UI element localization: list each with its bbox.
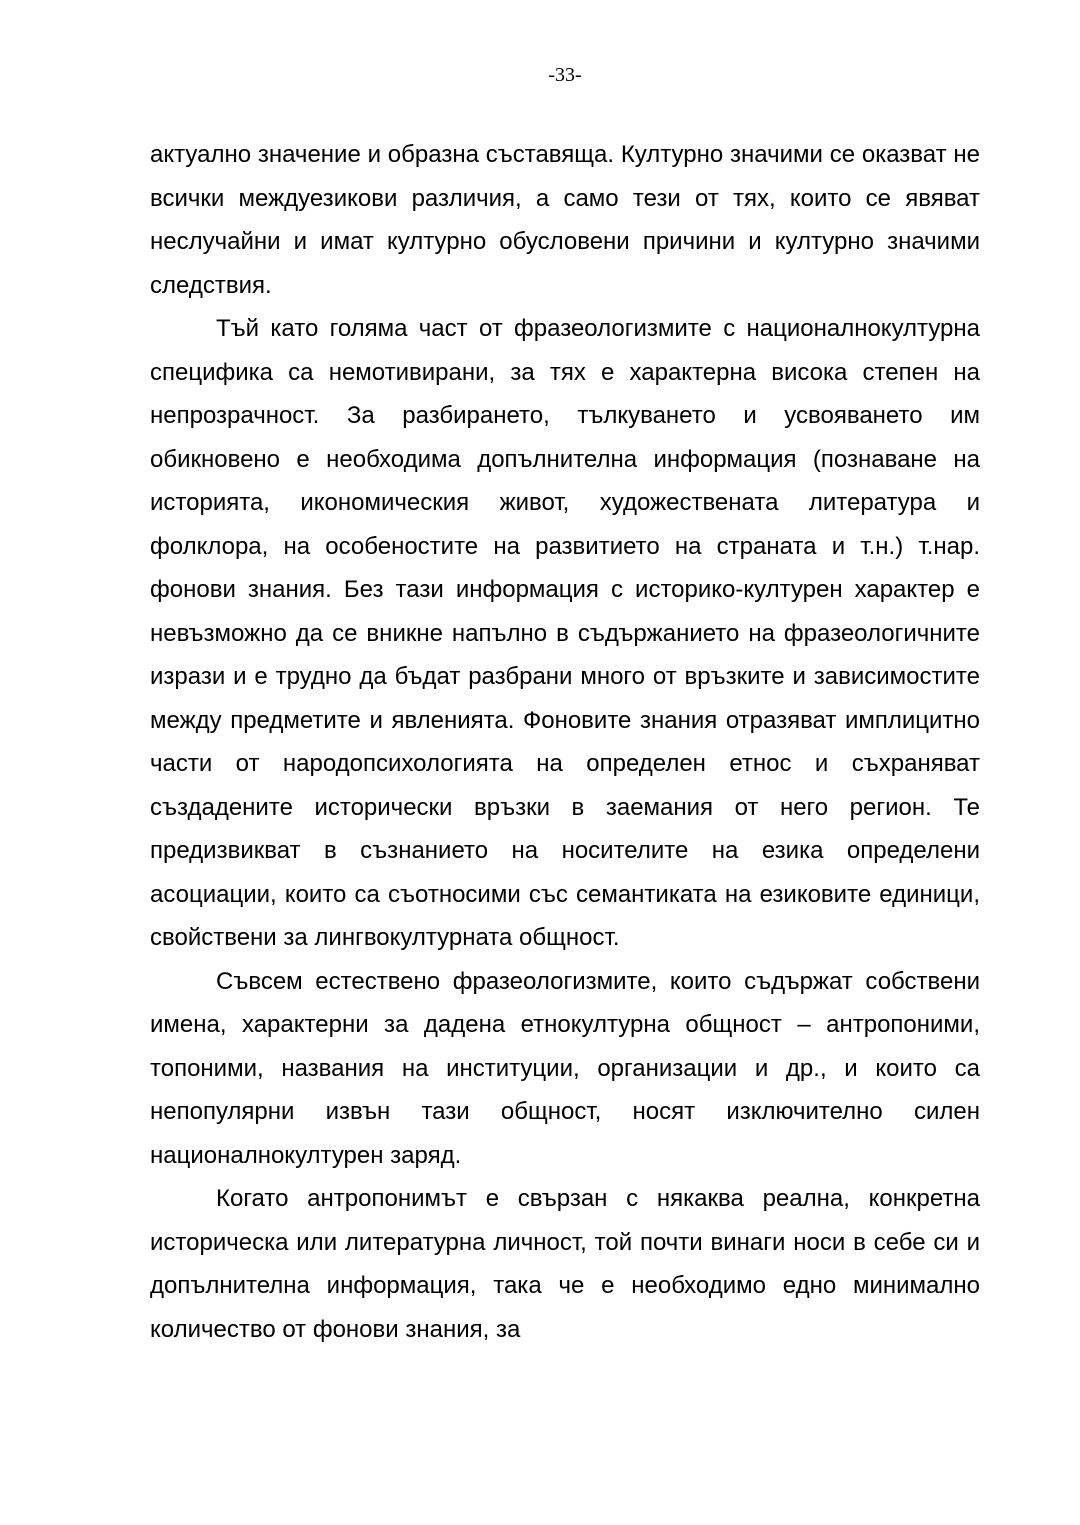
- paragraph-2: Тъй като голяма част от фразеологизмите с националнокултурна специфика са немотивирани, за тях е характерна висока степен на непрозрачност. За разбирането, тълкуването и усвояването им обикновено е необходима допълнителна информация (познаване на историята, икономическия живот, художествената литература и фолклора, на особеностите на развитието на страната и т.н.) т.нар. фонови знания. Без тази информация с историко-културен характер е невъзможно да се вникне напълно в съдържанието на фразеологичните изрази и е трудно да бъдат разбрани много от връзките и зависимостите между предметите и явленията. Фоновите знания отразяват имплицитно части от народопсихологията на определен етнос и съхраняват създадените исторически връзки в заемания от него регион. Те предизвикват в съзнанието на носителите на езика определени асоциации, които са съотносими със семантиката на езиковите единици, свойствени за лингвокултурната общност.: [150, 315, 980, 951]
- body-text: [150, 133, 980, 1351]
- paragraph-4: Когато антропонимът е свързан с някаква реална, конкретна историческа или литературна личност, той почти винаги носи в себе си и допълнителна информация, така че е необходимо едно минимално количество от фонови знания, за: [150, 1185, 980, 1343]
- page-number: -33-: [548, 64, 582, 86]
- paragraph-1: актуално значение и образна съставяща. Културно значими се оказват не всички междуезикови различия, а само тези от тях, които се явяват неслучайни и имат културно обусловени причини и културно значими следствия.: [150, 141, 980, 299]
- paragraph-3: Съвсем естествено фразеологизмите, които съдържат собствени имена, характерни за дадена етнокултурна общност – антропоними, топоними, названия на институции, организации и др., и които са непопулярни извън тази общност, носят изключително силен националнокултурен заряд.: [150, 967, 980, 1169]
